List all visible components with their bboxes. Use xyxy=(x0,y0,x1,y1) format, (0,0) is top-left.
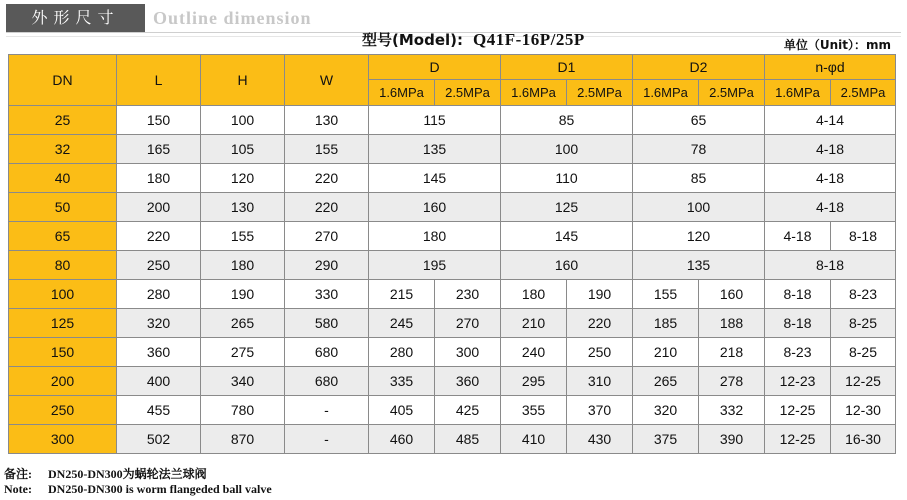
cell-l: 502 xyxy=(117,425,201,454)
cell-nd-25: 12-30 xyxy=(831,396,896,425)
cell-d: 135 xyxy=(369,135,501,164)
cell-h: 120 xyxy=(201,164,285,193)
cell-w: 220 xyxy=(285,193,369,222)
cell-d: 160 xyxy=(369,193,501,222)
header-d2: D2 xyxy=(633,55,765,80)
section-title-tab xyxy=(6,4,145,32)
model-label: 型号(Model): xyxy=(362,31,463,49)
cell-dn: 50 xyxy=(9,193,117,222)
cell-nd: 4-18 xyxy=(765,135,896,164)
table-row xyxy=(9,251,896,280)
table-row xyxy=(9,309,896,338)
header-h: H xyxy=(201,55,285,106)
header-w: W xyxy=(285,55,369,106)
cell-l: 220 xyxy=(117,222,201,251)
cell-nd-16: 8-18 xyxy=(765,309,831,338)
header-nd-25: 2.5MPa xyxy=(831,80,896,106)
table-row xyxy=(9,164,896,193)
cell-nd-25: 12-25 xyxy=(831,367,896,396)
header-d: D xyxy=(369,55,501,80)
cell-nd-16: 12-25 xyxy=(765,425,831,454)
cell-d1: 85 xyxy=(501,106,633,135)
header-l: L xyxy=(117,55,201,106)
cell-d1-25: 430 xyxy=(567,425,633,454)
cell-nd-25: 8-25 xyxy=(831,338,896,367)
cell-d1-16: 410 xyxy=(501,425,567,454)
cell-w: 680 xyxy=(285,367,369,396)
cell-l: 150 xyxy=(117,106,201,135)
cell-d1-16: 180 xyxy=(501,280,567,309)
header-d-25: 2.5MPa xyxy=(435,80,501,106)
cell-d2: 65 xyxy=(633,106,765,135)
cell-d2: 100 xyxy=(633,193,765,222)
cell-d-25: 270 xyxy=(435,309,501,338)
cell-d-16: 405 xyxy=(369,396,435,425)
note-en xyxy=(4,482,272,497)
section-title-en: Outline dimension xyxy=(153,8,312,28)
header-d1-16: 1.6MPa xyxy=(501,80,567,106)
cell-nd: 4-14 xyxy=(765,106,896,135)
cell-dn: 125 xyxy=(9,309,117,338)
cell-h: 265 xyxy=(201,309,285,338)
cell-w: 680 xyxy=(285,338,369,367)
model-code: Q41F-16P/25P xyxy=(473,30,585,49)
header-nd-16: 1.6MPa xyxy=(765,80,831,106)
dimension-table xyxy=(8,54,896,454)
cell-nd-16: 8-18 xyxy=(765,280,831,309)
note-en-label: Note: xyxy=(4,482,32,496)
cell-d2-25: 160 xyxy=(699,280,765,309)
cell-w: - xyxy=(285,425,369,454)
cell-dn: 100 xyxy=(9,280,117,309)
note-en-text: DN250-DN300 is worm flangeded ball valve xyxy=(48,482,272,496)
cell-d1: 100 xyxy=(501,135,633,164)
cell-l: 280 xyxy=(117,280,201,309)
cell-d-16: 245 xyxy=(369,309,435,338)
cell-dn: 25 xyxy=(9,106,117,135)
cell-dn: 32 xyxy=(9,135,117,164)
header-d2-16: 1.6MPa xyxy=(633,80,699,106)
note-zh xyxy=(4,467,272,482)
cell-d1-16: 295 xyxy=(501,367,567,396)
cell-w: 330 xyxy=(285,280,369,309)
cell-h: 870 xyxy=(201,425,285,454)
note-zh-text: DN250-DN300为蜗轮法兰球阀 xyxy=(48,467,207,481)
cell-nd-25: 8-25 xyxy=(831,309,896,338)
cell-d: 115 xyxy=(369,106,501,135)
cell-d2: 120 xyxy=(633,222,765,251)
cell-h: 340 xyxy=(201,367,285,396)
cell-h: 105 xyxy=(201,135,285,164)
cell-dn: 80 xyxy=(9,251,117,280)
cell-nd-25: 8-18 xyxy=(831,222,896,251)
cell-w: 220 xyxy=(285,164,369,193)
cell-w: 155 xyxy=(285,135,369,164)
cell-h: 190 xyxy=(201,280,285,309)
cell-d: 145 xyxy=(369,164,501,193)
cell-l: 360 xyxy=(117,338,201,367)
cell-l: 250 xyxy=(117,251,201,280)
cell-d1-16: 240 xyxy=(501,338,567,367)
cell-d1: 125 xyxy=(501,193,633,222)
cell-h: 100 xyxy=(201,106,285,135)
cell-d2-16: 185 xyxy=(633,309,699,338)
table-row xyxy=(9,367,896,396)
cell-w: 290 xyxy=(285,251,369,280)
cell-nd-25: 8-23 xyxy=(831,280,896,309)
cell-d-16: 335 xyxy=(369,367,435,396)
cell-d-25: 300 xyxy=(435,338,501,367)
cell-h: 275 xyxy=(201,338,285,367)
cell-d: 180 xyxy=(369,222,501,251)
cell-nd-16: 12-25 xyxy=(765,396,831,425)
cell-d2-16: 320 xyxy=(633,396,699,425)
cell-h: 130 xyxy=(201,193,285,222)
cell-d-16: 280 xyxy=(369,338,435,367)
cell-d-25: 230 xyxy=(435,280,501,309)
cell-d-25: 425 xyxy=(435,396,501,425)
cell-d2-16: 375 xyxy=(633,425,699,454)
cell-d1-25: 220 xyxy=(567,309,633,338)
notes xyxy=(4,467,272,497)
cell-d2-16: 265 xyxy=(633,367,699,396)
table-row xyxy=(9,135,896,164)
cell-d1: 110 xyxy=(501,164,633,193)
cell-nd: 8-18 xyxy=(765,251,896,280)
cell-d2-25: 278 xyxy=(699,367,765,396)
table-row xyxy=(9,280,896,309)
table-row xyxy=(9,338,896,367)
cell-l: 455 xyxy=(117,396,201,425)
cell-w: 270 xyxy=(285,222,369,251)
cell-dn: 250 xyxy=(9,396,117,425)
cell-l: 165 xyxy=(117,135,201,164)
cell-l: 400 xyxy=(117,367,201,396)
cell-nd: 4-18 xyxy=(765,193,896,222)
cell-d2: 135 xyxy=(633,251,765,280)
cell-dn: 200 xyxy=(9,367,117,396)
cell-d1-25: 250 xyxy=(567,338,633,367)
cell-w: - xyxy=(285,396,369,425)
cell-h: 155 xyxy=(201,222,285,251)
cell-d1: 160 xyxy=(501,251,633,280)
cell-nd-16: 4-18 xyxy=(765,222,831,251)
table-row xyxy=(9,425,896,454)
header-n-phi-d: n-φd xyxy=(765,55,896,80)
cell-d1-25: 370 xyxy=(567,396,633,425)
cell-nd-25: 16-30 xyxy=(831,425,896,454)
cell-nd-16: 12-23 xyxy=(765,367,831,396)
cell-d2-25: 218 xyxy=(699,338,765,367)
cell-d2-25: 188 xyxy=(699,309,765,338)
cell-d-16: 460 xyxy=(369,425,435,454)
cell-w: 580 xyxy=(285,309,369,338)
cell-d1-16: 210 xyxy=(501,309,567,338)
cell-h: 180 xyxy=(201,251,285,280)
cell-d-25: 485 xyxy=(435,425,501,454)
table-row xyxy=(9,106,896,135)
cell-w: 130 xyxy=(285,106,369,135)
header-d-16: 1.6MPa xyxy=(369,80,435,106)
cell-d1-25: 310 xyxy=(567,367,633,396)
cell-d2: 85 xyxy=(633,164,765,193)
table-row xyxy=(9,396,896,425)
cell-d-16: 215 xyxy=(369,280,435,309)
cell-d2: 78 xyxy=(633,135,765,164)
table-row xyxy=(9,193,896,222)
cell-d2-25: 332 xyxy=(699,396,765,425)
cell-d1-16: 355 xyxy=(501,396,567,425)
cell-h: 780 xyxy=(201,396,285,425)
cell-d1: 145 xyxy=(501,222,633,251)
cell-nd: 4-18 xyxy=(765,164,896,193)
cell-dn: 150 xyxy=(9,338,117,367)
unit-label: 单位（Unit）：mm xyxy=(783,38,891,52)
cell-d2-16: 210 xyxy=(633,338,699,367)
section-title-zh: 外形尺寸 xyxy=(31,8,120,27)
cell-d1-25: 190 xyxy=(567,280,633,309)
cell-dn: 300 xyxy=(9,425,117,454)
cell-dn: 65 xyxy=(9,222,117,251)
header-d1: D1 xyxy=(501,55,633,80)
cell-d: 195 xyxy=(369,251,501,280)
header-dn: DN xyxy=(9,55,117,106)
header-row xyxy=(9,55,896,80)
cell-d2-16: 155 xyxy=(633,280,699,309)
cell-d2-25: 390 xyxy=(699,425,765,454)
cell-dn: 40 xyxy=(9,164,117,193)
note-zh-label: 备注: xyxy=(4,467,32,481)
header-d2-25: 2.5MPa xyxy=(699,80,765,106)
cell-nd-16: 8-23 xyxy=(765,338,831,367)
cell-d-25: 360 xyxy=(435,367,501,396)
cell-l: 180 xyxy=(117,164,201,193)
table-row xyxy=(9,222,896,251)
cell-l: 200 xyxy=(117,193,201,222)
header-d1-25: 2.5MPa xyxy=(567,80,633,106)
model-line xyxy=(362,29,585,50)
cell-l: 320 xyxy=(117,309,201,338)
